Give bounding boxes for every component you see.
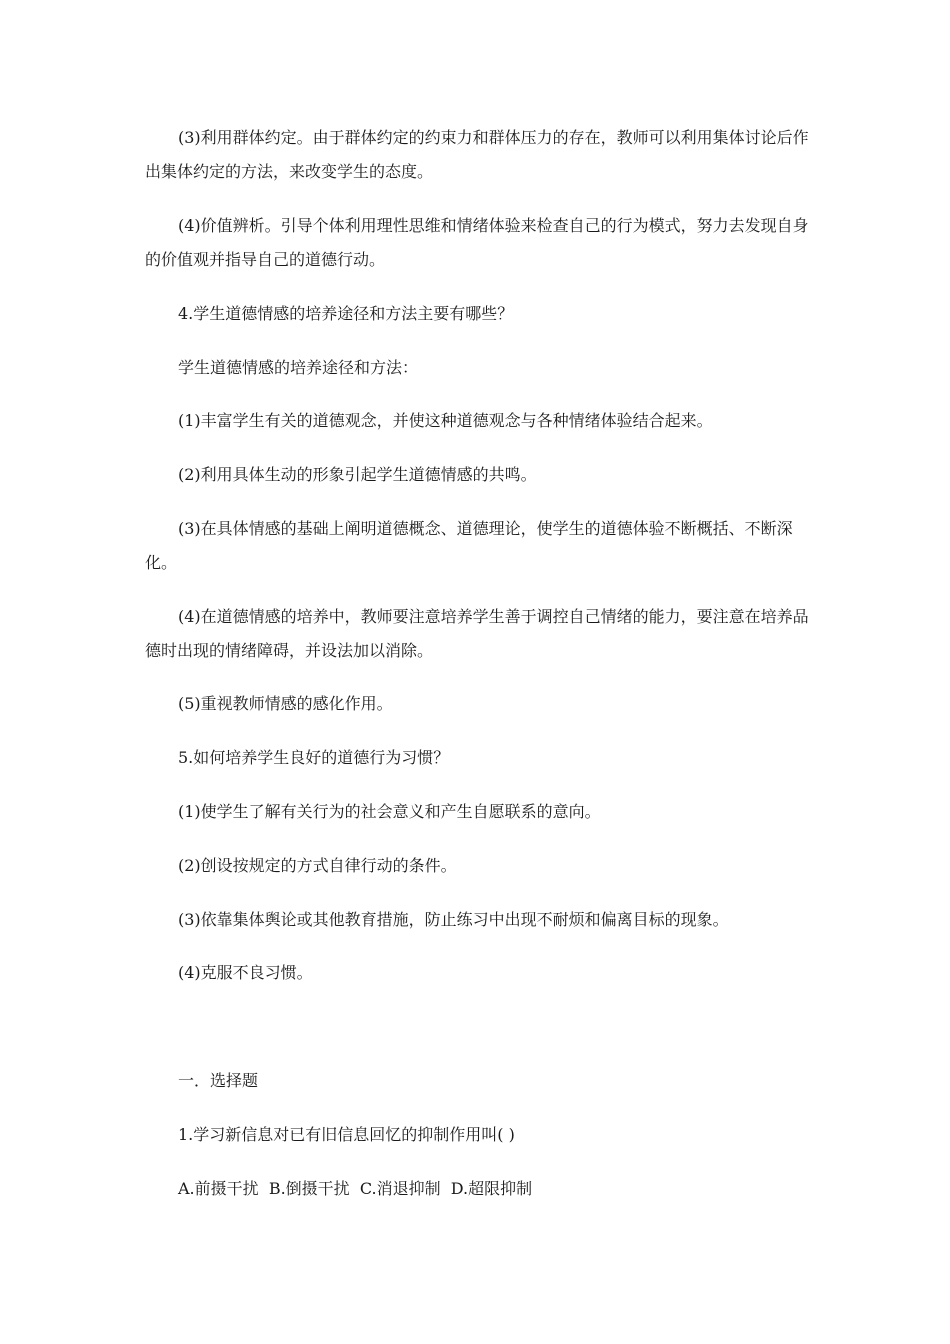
question-heading-5: 5.如何培养学生良好的道德行为习惯？ bbox=[178, 748, 450, 767]
list-item-4-2: (2)利用具体生动的形象引起学生道德情感的共鸣。 bbox=[178, 465, 537, 484]
list-item-5-2: (2)创设按规定的方式自律行动的条件。 bbox=[178, 856, 457, 875]
paragraph-group-agreement: (3)利用群体约定。由于群体约定的约束力和群体压力的存在，教师可以利用集体讨论后作出集体约定的方法，来改变学生的态度。 bbox=[145, 128, 809, 181]
answer-intro-4: 学生道德情感的培养途径和方法： bbox=[178, 358, 419, 377]
list-item-4-1: (1)丰富学生有关的道德观念，并使这种道德观念与各种情绪体验结合起来。 bbox=[178, 411, 713, 430]
list-item-5-4: (4)克服不良习惯。 bbox=[178, 963, 313, 982]
list-item-4-3: (3)在具体情感的基础上阐明道德概念、道德理论，使学生的道德体验不断概括、不断深化。 bbox=[145, 519, 793, 572]
section-heading-choice: 一．选择题 bbox=[178, 1071, 259, 1090]
choice-question-1: 1.学习新信息对已有旧信息回忆的抑制作用叫( ) bbox=[178, 1125, 515, 1144]
list-item-5-1: (1)使学生了解有关行为的社会意义和产生自愿联系的意向。 bbox=[178, 802, 601, 821]
list-item-5-3: (3)依靠集体舆论或其他教育措施，防止练习中出现不耐烦和偏离目标的现象。 bbox=[178, 910, 729, 929]
paragraph-value-clarification: (4)价值辨析。引导个体利用理性思维和情绪体验来检查自己的行为模式，努力去发现自身的价值观并指导自己的道德行动。 bbox=[145, 216, 809, 269]
list-item-4-4: (4)在道德情感的培养中，教师要注意培养学生善于调控自己情绪的能力，要注意在培养品德时出现的情绪障碍，并设法加以消除。 bbox=[145, 607, 809, 660]
choice-options-1: A.前摄干扰 B.倒摄干扰 C.消退抑制 D.超限抑制 bbox=[178, 1179, 533, 1198]
list-item-4-5: (5)重视教师情感的感化作用。 bbox=[178, 694, 393, 713]
question-heading-4: 4.学生道德情感的培养途径和方法主要有哪些？ bbox=[178, 304, 514, 323]
